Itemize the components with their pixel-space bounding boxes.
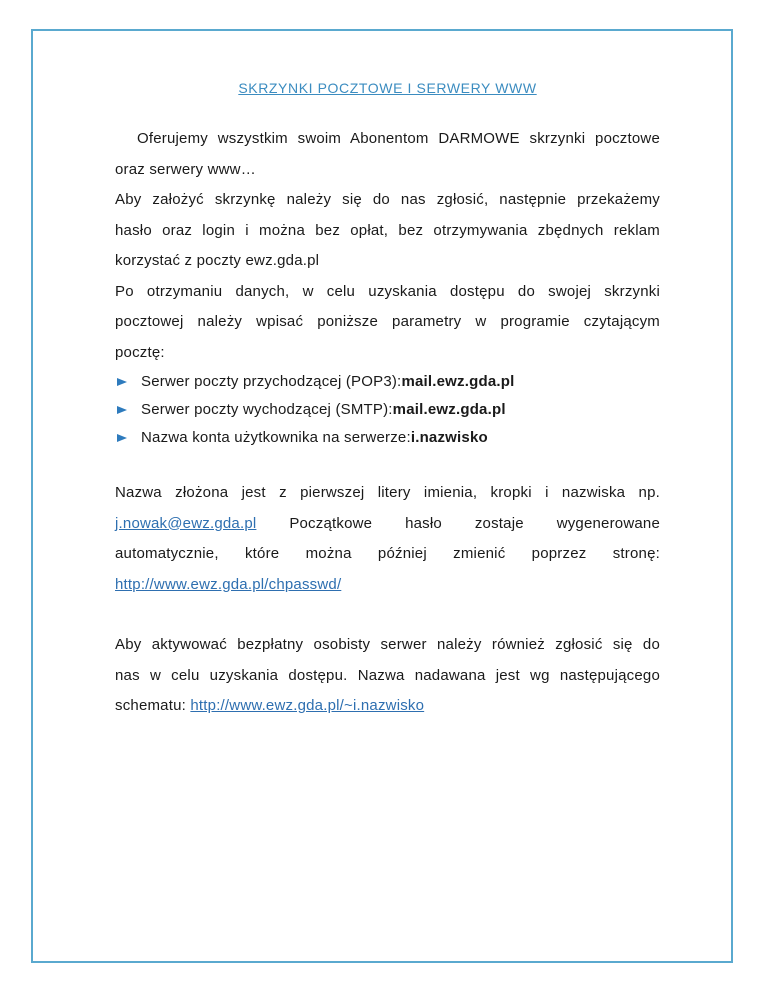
setting-value: mail.ewz.gda.pl: [401, 373, 515, 390]
intro-paragraph: [115, 124, 660, 368]
account-line: automatycznie, które można później zmienić poprzez stronę:: [115, 545, 660, 562]
setting-value: mail.ewz.gda.pl: [392, 401, 506, 418]
list-item: [115, 368, 660, 396]
arrow-bullet-icon: [117, 434, 127, 442]
server-line: Aby aktywować bezpłatny osobisty serwer należy również zgłosić się do: [115, 636, 660, 653]
chpasswd-link[interactable]: http://www.ewz.gda.pl/chpasswd/: [115, 575, 342, 593]
settings-list: [115, 368, 660, 452]
example-email-link[interactable]: j.nowak@ewz.gda.pl: [115, 514, 257, 532]
setting-value: i.nazwisko: [410, 429, 488, 446]
intro-line: Po otrzymaniu danych, w celu uzyskania dostępu do swojej skrzynki: [115, 282, 660, 300]
setting-label: Nazwa konta użytkownika na serwerze:: [141, 429, 411, 446]
account-line-rest: Początkowe hasło zostaje wygenerowane: [256, 514, 660, 532]
arrow-bullet-icon: [117, 406, 127, 414]
list-item: [115, 424, 660, 452]
account-line: Nazwa złożona jest z pierwszej litery imienia, kropki i nazwiska np.: [115, 484, 660, 501]
account-paragraph: [115, 478, 660, 600]
arrow-bullet-icon: [117, 378, 127, 386]
account-line: [115, 570, 660, 601]
server-paragraph: [115, 630, 660, 722]
intro-line: Oferujemy wszystkim swoim Abonentom DARMOWE skrzynki pocztowe: [137, 130, 660, 147]
intro-line: hasło oraz login i można bez opłat, bez otrzymywania zbędnych reklam: [115, 221, 660, 239]
intro-line: pocztę:: [115, 343, 165, 361]
setting-label: Serwer poczty wychodzącej (SMTP):: [141, 401, 393, 418]
intro-line: oraz serwery www…: [115, 160, 256, 178]
personal-server-link[interactable]: http://www.ewz.gda.pl/~i.nazwisko: [190, 697, 425, 714]
intro-line: korzystać z poczty ewz.gda.pl: [115, 252, 320, 269]
server-line: nas w celu uzyskania dostępu. Nazwa nadawana jest wg następującego: [115, 666, 660, 684]
document-body: [115, 80, 660, 722]
intro-line: pocztowej należy wpisać poniższe parametry w programie czytającym: [115, 313, 660, 330]
setting-label: Serwer poczty przychodzącej (POP3):: [141, 373, 402, 390]
intro-line: Aby założyć skrzynkę należy się do nas zgłosić, następnie przekażemy: [115, 191, 660, 208]
account-line: [115, 509, 660, 540]
server-line-prefix: schematu:: [115, 697, 191, 714]
list-item: [115, 396, 660, 424]
server-line: [115, 691, 660, 722]
page-title: SKRZYNKI POCZTOWE I SERWERY WWW: [238, 80, 537, 96]
